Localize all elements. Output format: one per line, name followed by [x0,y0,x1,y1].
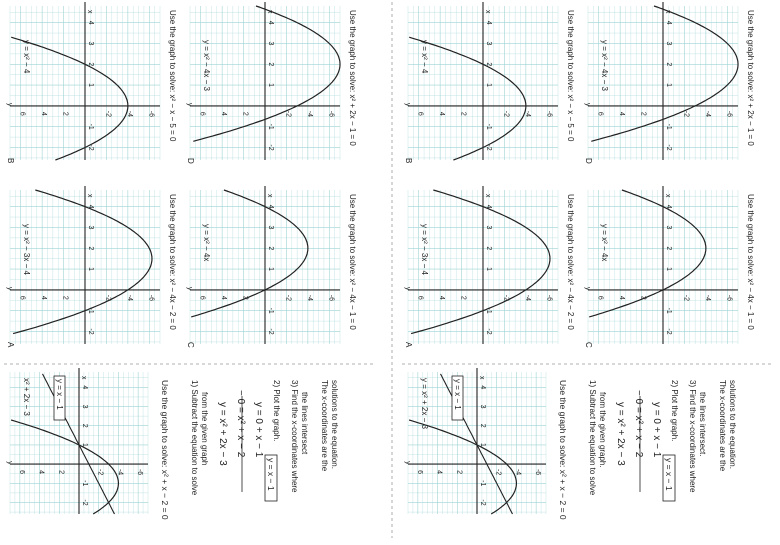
y-tick-label: 2 [57,470,65,475]
graph [404,2,558,160]
y-tick-label: -6 [534,468,542,476]
y-tick-label: -4 [116,468,124,476]
y-tick-label: 6 [596,295,604,300]
x-tick-label: -1 [485,123,492,130]
x-tick-label: 2 [267,246,274,251]
x-tick-label: 1 [87,83,94,88]
x-tick-label: -1 [81,480,88,487]
equation-2: − 0 = x² + x − 2 [633,390,644,458]
x-tick-label: 1 [81,442,88,447]
x-tick-label: 3 [479,404,486,409]
x-tick-label: 1 [485,267,492,272]
y-tick-label: 4 [438,295,446,300]
x-tick-label: 2 [81,423,88,428]
y-tick-label: -2 [284,110,292,118]
x-tick-label: -2 [267,144,274,151]
x-axis-label: x [80,376,87,380]
panel-curve-label: y = x² − 4x − 3 [600,40,609,91]
panel-instruction: Use the graph to solve: x² − x − 5 = 0 [566,10,575,142]
example-column [404,368,737,520]
y-tick-label: 4 [438,111,446,116]
x-tick-label: 1 [665,267,672,272]
y-tick-label: 2 [459,111,467,116]
y-tick-label: 2 [639,295,647,300]
panel-letter: C [584,342,593,348]
y-tick-label: 2 [455,470,463,475]
x-axis-label: x [664,194,671,198]
y-tick-label: -6 [136,468,144,476]
y-tick-label: -6 [545,294,553,302]
step-3: 3) Find the x-coordinates where [688,380,697,493]
parabola-curve [193,6,340,141]
y-tick-label: -2 [502,294,510,302]
x-tick-label: 4 [87,204,94,209]
x-tick-label: 4 [479,385,486,390]
y-tick-label: -4 [703,294,711,302]
y-tick-label: -2 [494,468,502,476]
panel-letter: D [186,158,195,164]
curve-label: x² + 2x − 3 [22,378,31,416]
y-tick-label: 4 [40,111,48,116]
y-tick-label: 6 [18,111,26,116]
y-tick-label: -2 [104,294,112,302]
step-1b: from the given graph. [598,392,607,468]
equation-3: y = 0 + x − 1 [253,402,264,458]
panel-curve-label: y = x² − 3x − 4 [420,224,429,275]
y-tick-label: -4 [125,294,133,302]
x-axis-label: x [86,194,93,198]
x-tick-label: -2 [267,328,274,335]
parabola-curve [11,420,118,514]
example-instruction: Use the graph to solve: x² + x − 2 = 0 [558,380,568,520]
example-instruction: Use the graph to solve: x² + x − 2 = 0 [160,380,170,520]
y-tick-label: 4 [618,295,626,300]
x-tick-label: -1 [665,123,672,130]
panel-b [404,2,575,163]
panel-letter: C [186,342,195,348]
y-tick-label: 4 [618,111,626,116]
x-tick-label: 3 [665,225,672,230]
parabola-curve [591,6,738,141]
panel-instruction: Use the graph to solve: x² − 4x − 1 = 0 [348,194,357,330]
x-axis-label: x [86,10,93,14]
x-tick-label: 1 [87,267,94,272]
equation-3: y = 0 + x − 1 [651,402,662,458]
x-tick-label: 4 [665,204,672,209]
x-tick-label: 3 [665,41,672,46]
panel-a [404,186,575,348]
parabola-curve [409,420,516,514]
panel-letter: A [6,342,15,348]
panel-curve-label: y = x² − 4x [202,224,211,262]
y-tick-label: -6 [545,110,553,118]
x-tick-label: 1 [485,83,492,88]
y-tick-label: -4 [305,294,313,302]
x-tick-label: 3 [267,41,274,46]
x-tick-label: 1 [479,442,486,447]
y-tick-label: -2 [682,294,690,302]
panel-b [6,2,177,163]
x-axis-label: x [266,194,273,198]
y-axis-label: y [6,286,13,291]
step-1b: from the given graph [200,392,209,466]
step-2-box-label: y = x − 1 [664,458,674,491]
panel-letter: B [404,158,413,164]
x-tick-label: -2 [485,144,492,151]
worksheet-2 [402,2,772,520]
y-tick-label: -2 [284,294,292,302]
y-tick-label: 6 [18,295,26,300]
y-axis-label: y [186,286,193,291]
y-tick-label: -6 [327,110,335,118]
y-tick-label: -4 [305,110,313,118]
y-tick-label: -6 [147,294,155,302]
panel-curve-label: y = x² − 4x [600,224,609,262]
y-tick-label: -2 [104,110,112,118]
x-axis-label: x [484,194,491,198]
x-tick-label: 2 [479,423,486,428]
step-2: 2) Plot the graph. [670,380,679,442]
parabola-curve [411,190,553,334]
curve-label: y = x² + 2x − 3 [420,378,429,429]
y-tick-label: 6 [198,111,206,116]
panel-instruction: Use the graph to solve: x² − 4x − 2 = 0 [566,194,575,330]
panel-curve-label: y = x² − 4x − 3 [202,40,211,91]
y-tick-label: 2 [459,295,467,300]
y-tick-label: -4 [125,110,133,118]
x-tick-label: 3 [485,41,492,46]
panel-c [584,186,755,348]
x-tick-label: 4 [267,204,274,209]
y-tick-label: 6 [416,295,424,300]
y-tick-label: 2 [61,295,69,300]
y-tick-label: -4 [523,110,531,118]
y-tick-label: 6 [416,111,424,116]
y-axis-label: y [186,102,193,107]
panel-curve-label: y = x² − 4 [420,40,429,74]
y-tick-label: 6 [17,470,25,475]
y-tick-label: 6 [596,111,604,116]
parabola-curve [13,190,155,334]
y-tick-label: -6 [725,110,733,118]
graph [584,186,738,344]
x-tick-label: -1 [267,307,274,314]
x-tick-label: 2 [665,246,672,251]
x-tick-label: 4 [87,20,94,25]
x-tick-label: 4 [665,20,672,25]
y-axis-label: y [404,102,411,107]
y-tick-label: -6 [147,110,155,118]
panel-d [186,2,357,164]
y-axis-label: y [404,286,411,291]
x-tick-label: -1 [87,123,94,130]
y-axis-label: y [584,286,591,291]
y-axis-label: y [404,461,411,465]
x-tick-label: -1 [485,307,492,314]
x-tick-label: 4 [485,20,492,25]
step-3: 3) Find the x-coordinates where [290,380,299,493]
y-tick-label: -4 [703,110,711,118]
y-tick-label: -4 [514,468,522,476]
line-label: y = x − 1 [55,379,64,410]
x-tick-label: 2 [485,62,492,67]
panel-d [584,2,755,164]
panel-a [6,186,177,348]
panel-curve-label: y = x² − 4 [22,40,31,74]
x-tick-label: 4 [267,20,274,25]
graph [186,186,340,344]
y-tick-label: 2 [241,111,249,116]
graph [6,2,160,160]
x-tick-label: -2 [87,144,94,151]
x-tick-label: 4 [81,385,88,390]
x-tick-label: -2 [81,499,88,506]
y-tick-label: -6 [327,294,335,302]
line-label: y = x − 1 [453,379,462,410]
note-1: The x-coordinates are the [718,380,727,472]
example-column [6,368,339,520]
x-axis-label: x [664,10,671,14]
x-tick-label: 2 [665,62,672,67]
panel-c [186,186,357,348]
y-tick-label: 6 [198,295,206,300]
x-tick-label: -2 [87,328,94,335]
x-tick-label: 2 [267,62,274,67]
y-tick-label: 2 [61,111,69,116]
y-tick-label: 4 [220,295,228,300]
y-tick-label: 4 [40,295,48,300]
x-tick-label: 1 [267,267,274,272]
x-tick-label: 1 [665,83,672,88]
x-axis-label: x [478,376,485,380]
x-tick-label: 3 [267,225,274,230]
y-tick-label: -2 [96,468,104,476]
note-2: solutions to the equation. [728,380,737,469]
y-tick-label: 6 [415,470,423,475]
y-tick-label: 4 [435,470,443,475]
x-tick-label: 3 [81,404,88,409]
x-tick-label: 2 [87,246,94,251]
y-tick-label: -2 [682,110,690,118]
equation-2: − 0 = x² + x − 2 [235,390,246,458]
y-tick-label: -4 [523,294,531,302]
x-tick-label: 2 [485,246,492,251]
step-2: 2) Plot the graph. [272,380,281,442]
x-tick-label: 4 [485,204,492,209]
note-2: solutions to the equation. [330,380,339,469]
y-tick-label: 2 [639,111,647,116]
y-tick-label: 4 [220,111,228,116]
y-tick-label: -2 [502,110,510,118]
worksheet-1 [4,2,374,520]
panel-curve-label: y = x² − 3x − 4 [22,224,31,275]
note-1: The x-coordinates are the [320,380,329,472]
x-axis-label: x [266,10,273,14]
panel-letter: B [6,158,15,164]
y-axis-label: y [6,461,13,465]
x-tick-label: 1 [267,83,274,88]
x-tick-label: -2 [485,328,492,335]
step-2-box-label: y = x − 1 [266,458,276,491]
x-tick-label: 3 [87,41,94,46]
x-tick-label: 3 [87,225,94,230]
panel-instruction: Use the graph to solve: x² − x − 5 = 0 [168,10,177,142]
x-tick-label: -1 [267,123,274,130]
x-tick-label: 2 [87,62,94,67]
x-tick-label: -1 [665,307,672,314]
panel-instruction: Use the graph to solve: x² − 4x − 2 = 0 [168,194,177,330]
x-tick-label: -2 [479,499,486,506]
y-tick-label: 2 [241,295,249,300]
y-axis-label: y [6,102,13,107]
x-tick-label: -2 [665,328,672,335]
x-axis-label: x [484,10,491,14]
x-tick-label: -1 [87,307,94,314]
x-tick-label: -2 [665,144,672,151]
step-3b: the lines intersect [300,392,309,455]
y-tick-label: 4 [37,470,45,475]
panel-letter: D [584,158,593,164]
y-tick-label: -6 [725,294,733,302]
equation-1: y = x² + 2x − 3 [217,402,228,466]
step-1: 1) Subtract the equation to solve [190,380,199,496]
step-1: 1) Subtract the equation to solve [588,380,597,496]
step-3b: the lines intersect. [698,392,707,457]
equation-1: y = x² + 2x − 3 [615,402,626,466]
panel-instruction: Use the graph to solve: x² + 2x − 1 = 0 [348,10,357,146]
panel-instruction: Use the graph to solve: x² + 2x − 1 = 0 [746,10,755,146]
y-axis-label: y [584,102,591,107]
x-tick-label: 3 [485,225,492,230]
x-tick-label: -1 [479,480,486,487]
panel-letter: A [404,342,413,348]
panel-instruction: Use the graph to solve: x² − 4x − 1 = 0 [746,194,755,330]
